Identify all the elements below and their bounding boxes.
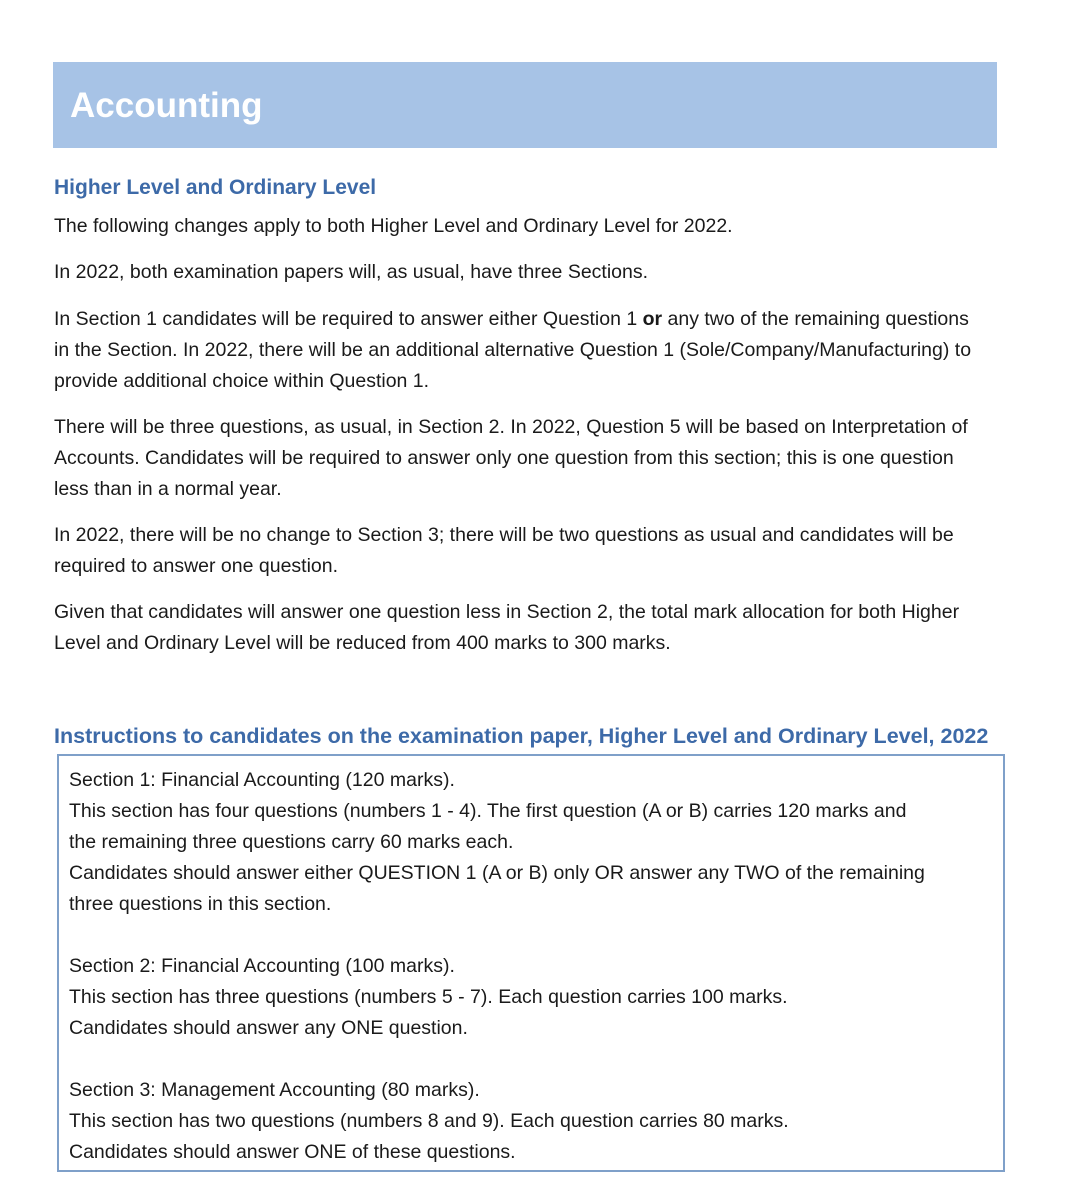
page-title: Accounting [70, 86, 263, 125]
instructions-box [57, 754, 1005, 1172]
section-2-line-1: This section has three questions (numbers 5 - 7). Each question carries 100 marks. [69, 986, 788, 1008]
paragraph-section-2: There will be three questions, as usual, in Section 2. In 2022, Question 5 will be based on Interpretation of Accounts. Candidates will be required to answer only one question from this section; this is one question less than in a normal year. [54, 416, 968, 500]
paragraph-changes-intro: The following changes apply to both Higher Level and Ordinary Level for 2022. [54, 215, 733, 237]
section-3-title: Section 3: Management Accounting (80 marks). [69, 1079, 480, 1101]
level-heading: Higher Level and Ordinary Level [54, 176, 377, 199]
instructions-section-3 [69, 1075, 993, 1168]
paragraph-section-1 [54, 304, 984, 397]
paragraph-section-1-part-b: any two of the remaining questions in the Section. In 2022, there will be an additional alternative Question 1 (Sole/Company/Manufacturing) to provide additional choice within Question 1. [54, 308, 972, 392]
section-2-line-2: Candidates should answer any ONE question. [69, 1017, 468, 1039]
paragraph-section-1-or: or [642, 308, 663, 330]
title-banner [53, 62, 997, 148]
paragraph-mark-allocation: Given that candidates will answer one question less in Section 2, the total mark allocation for both Higher Level and Ordinary Level will be reduced from 400 marks to 300 marks. [54, 601, 960, 654]
instructions-heading: Instructions to candidates on the examination paper, Higher Level and Ordinary Level, 2022 [54, 724, 989, 748]
paragraph-section-1-part-a: In Section 1 candidates will be required to answer either Question 1 [54, 308, 643, 330]
section-3-line-1: This section has two questions (numbers 8 and 9). Each question carries 80 marks. [69, 1110, 789, 1132]
section-1-line-1: This section has four questions (numbers 1 - 4). The first question (A or B) carries 120 marks and [69, 800, 907, 822]
instructions-section-2 [69, 951, 993, 1044]
section-2-title: Section 2: Financial Accounting (100 marks). [69, 955, 455, 977]
paragraph-section-3: In 2022, there will be no change to Section 3; there will be two questions as usual and candidates will be required to answer one question. [54, 524, 954, 577]
section-1-title: Section 1: Financial Accounting (120 marks). [69, 769, 455, 791]
section-1-line-4: three questions in this section. [69, 893, 332, 915]
section-1-line-2: the remaining three questions carry 60 marks each. [69, 831, 514, 853]
section-1-line-3: Candidates should answer either QUESTION 1 (A or B) only OR answer any TWO of the remaining [69, 862, 925, 884]
section-3-line-2: Candidates should answer ONE of these questions. [69, 1141, 516, 1163]
instructions-section-1 [69, 765, 993, 920]
paragraph-three-sections: In 2022, both examination papers will, as usual, have three Sections. [54, 261, 649, 283]
